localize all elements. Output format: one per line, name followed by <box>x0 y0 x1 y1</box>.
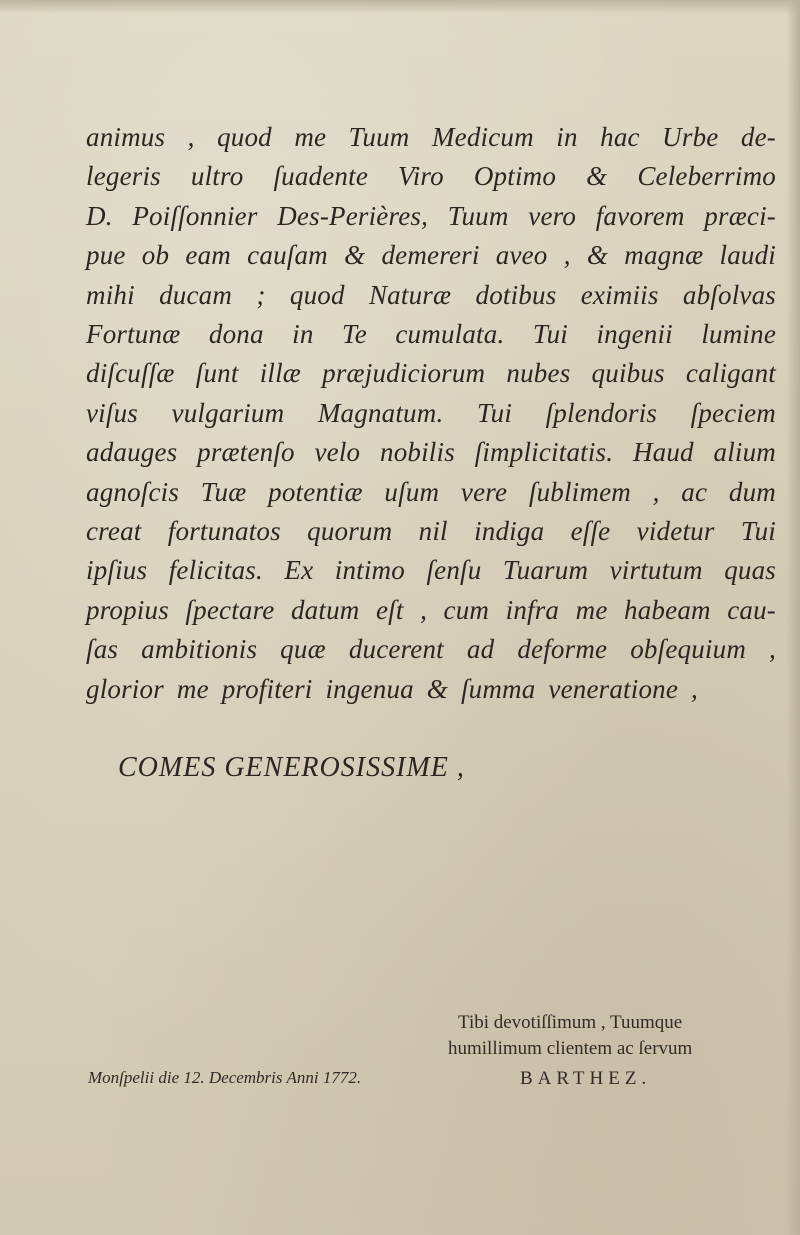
dateline: Monſpelii die 12. Decembris Anni 1772. <box>88 1068 362 1087</box>
closing-line-2: humillimum clientem ac ſervum <box>448 1038 693 1059</box>
page-top-edge-shadow <box>0 0 800 14</box>
letter-line: Fortunæ dona in Te cumulata. Tui ingenii lumine <box>86 319 776 350</box>
letter-line: viſus vulgarium Magnatum. Tui ſplendoris ſpeciem <box>86 397 776 428</box>
letter-line: pue ob eam cauſam & demereri aveo , & magnæ laudi <box>86 240 776 271</box>
letter-line: propius ſpectare datum eſt , cum infra me habeam cau- <box>86 594 776 625</box>
closing-line-1: Tibi devotiſſimum , Tuumque <box>458 1012 683 1033</box>
signature: BARTHEZ. <box>520 1068 652 1089</box>
letter-line: adauges prætenſo velo nobilis ſimplicitatis. Haud alium <box>86 437 776 468</box>
letter-line: animus , quod me Tuum Medicum in hac Urbe de- <box>86 122 776 152</box>
letter-line: ipſius felicitas. Ex intimo ſenſu Tuarum virtutum quas <box>86 555 776 586</box>
letter-line: creat fortunatos quorum nil indiga eſſe videtur Tui <box>86 516 776 547</box>
letter-line: D. Poiſſonnier Des-Perières, Tuum vero favorem præci- <box>86 200 776 231</box>
letter-line: agnoſcis Tuæ potentiæ uſum vere ſublimem , ac dum <box>86 476 776 507</box>
letter-line: glorior me profiteri ingenua & ſumma veneratione , <box>86 673 698 704</box>
letter-line: mihi ducam ; quod Naturæ dotibus eximiis abſolvas <box>86 279 776 310</box>
letter-line: legeris ultro ſuadente Viro Optimo & Celeberrimo <box>86 161 776 192</box>
letter-body <box>86 118 776 709</box>
salutation: COMES GENEROSISSIME , <box>118 752 465 783</box>
closing-formula <box>448 1010 692 1062</box>
page-right-edge-shadow <box>786 0 800 1235</box>
letter-line: diſcuſſæ ſunt illæ præjudiciorum nubes quibus caligant <box>86 358 776 389</box>
letter-line: ſas ambitionis quæ ducerent ad deforme obſequium , <box>86 634 776 665</box>
